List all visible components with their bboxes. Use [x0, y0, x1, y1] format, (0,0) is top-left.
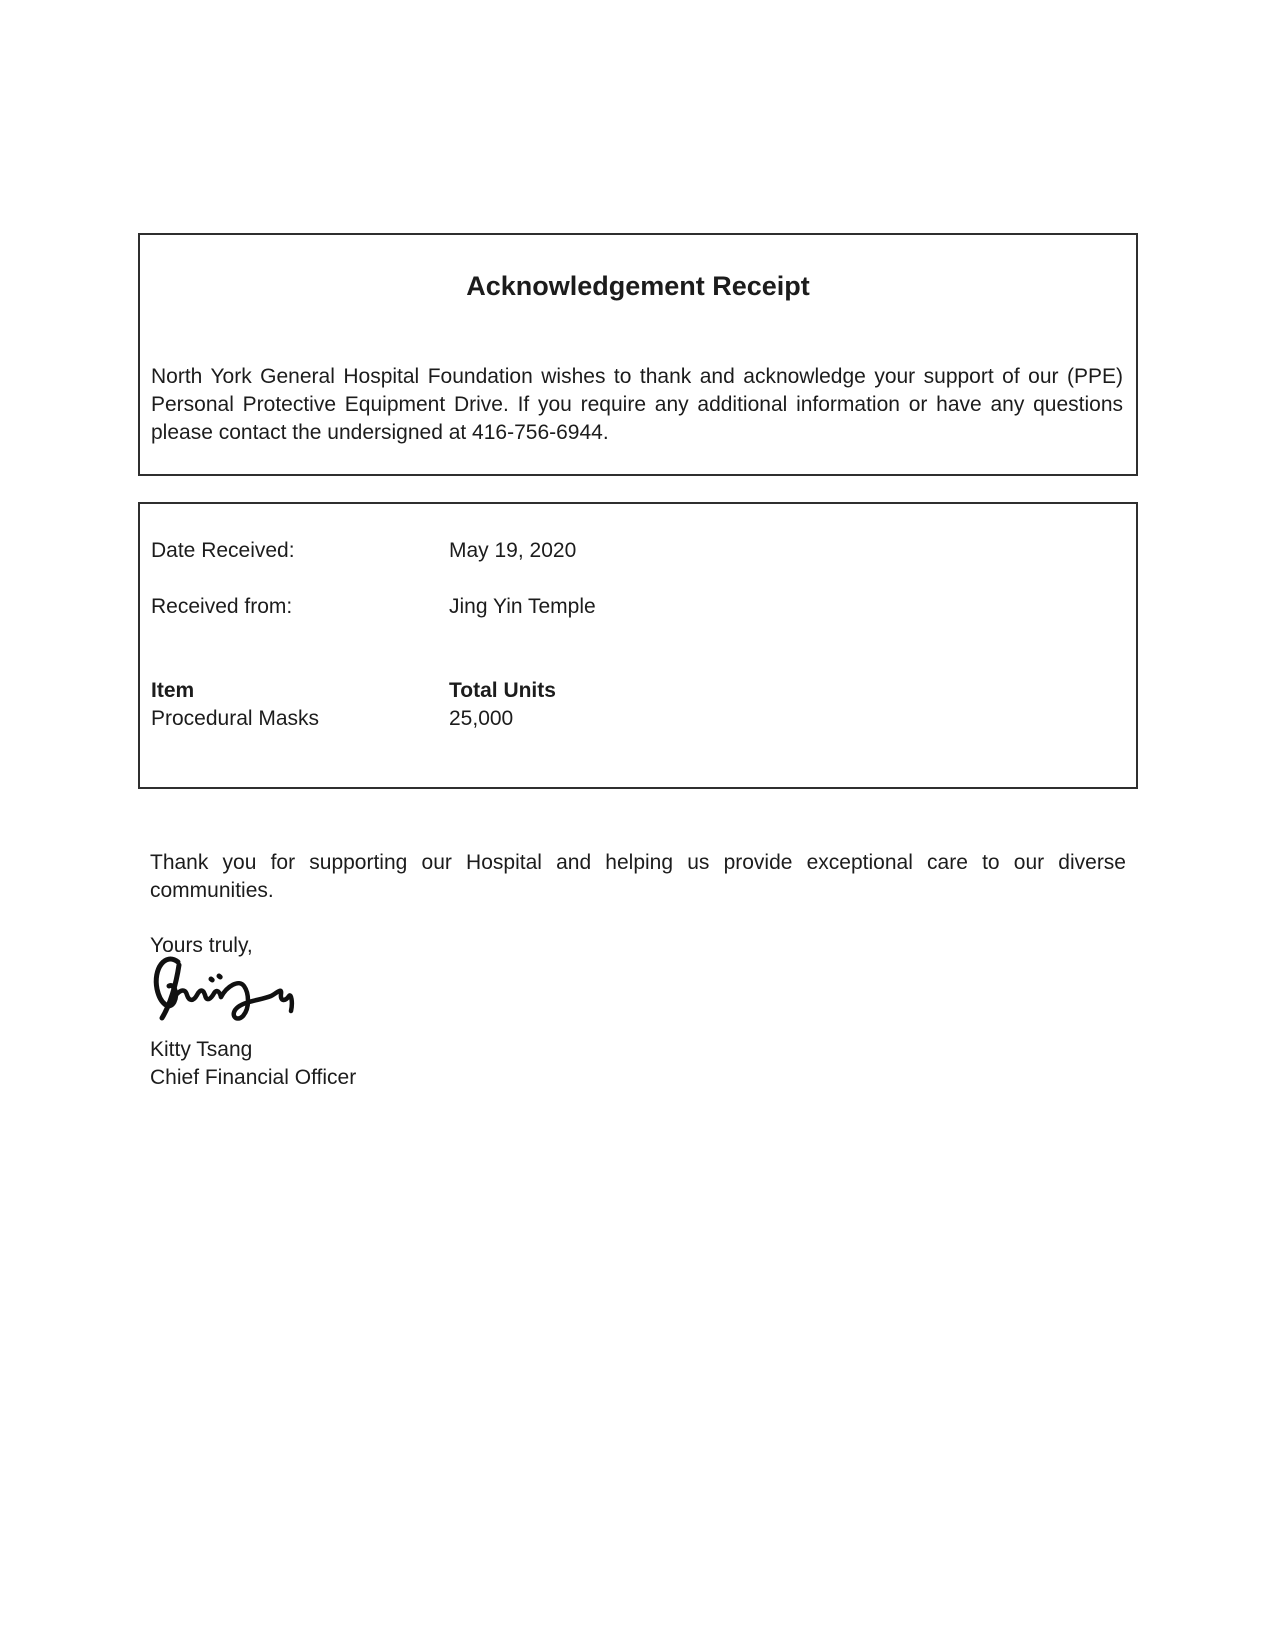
acknowledgement-paragraph [151, 363, 1123, 447]
signer-name: Kitty Tsang [150, 1038, 253, 1061]
page-title: Acknowledgement Receipt [466, 271, 810, 301]
receipt-details-box [138, 502, 1138, 789]
paragraph-line: please contact the undersigned at 416-756-6944. [151, 421, 609, 444]
date-received-row [151, 537, 1125, 565]
item-units-cell: 25,000 [449, 707, 514, 730]
received-from-row [151, 593, 1125, 621]
paragraph-line: Thank you for supporting our Hospital and helping us provide exceptional care to our diverse [150, 851, 1126, 874]
paragraph-line: communities. [150, 879, 274, 902]
item-column-header: Item [151, 679, 195, 702]
item-name-cell: Procedural Masks [151, 707, 320, 730]
total-units-column-header: Total Units [449, 679, 556, 702]
signer-block [150, 1036, 356, 1092]
received-from-value: Jing Yin Temple [449, 595, 596, 618]
valediction: Yours truly, [150, 934, 253, 957]
closing-paragraph [150, 849, 1126, 905]
paragraph-line: North York General Hospital Foundation wishes to thank and acknowledge your support of our (PPE) [151, 365, 1123, 388]
paragraph-line: Personal Protective Equipment Drive. If you require any additional information or have any questions [151, 393, 1123, 416]
table-row [151, 705, 1125, 733]
signer-title: Chief Financial Officer [150, 1066, 357, 1089]
received-from-label: Received from: [151, 595, 293, 618]
signature-image [145, 945, 305, 1040]
items-table-header-row [151, 677, 1125, 705]
date-received-label: Date Received: [151, 539, 295, 562]
date-received-value: May 19, 2020 [449, 539, 577, 562]
acknowledgement-box [138, 233, 1138, 476]
